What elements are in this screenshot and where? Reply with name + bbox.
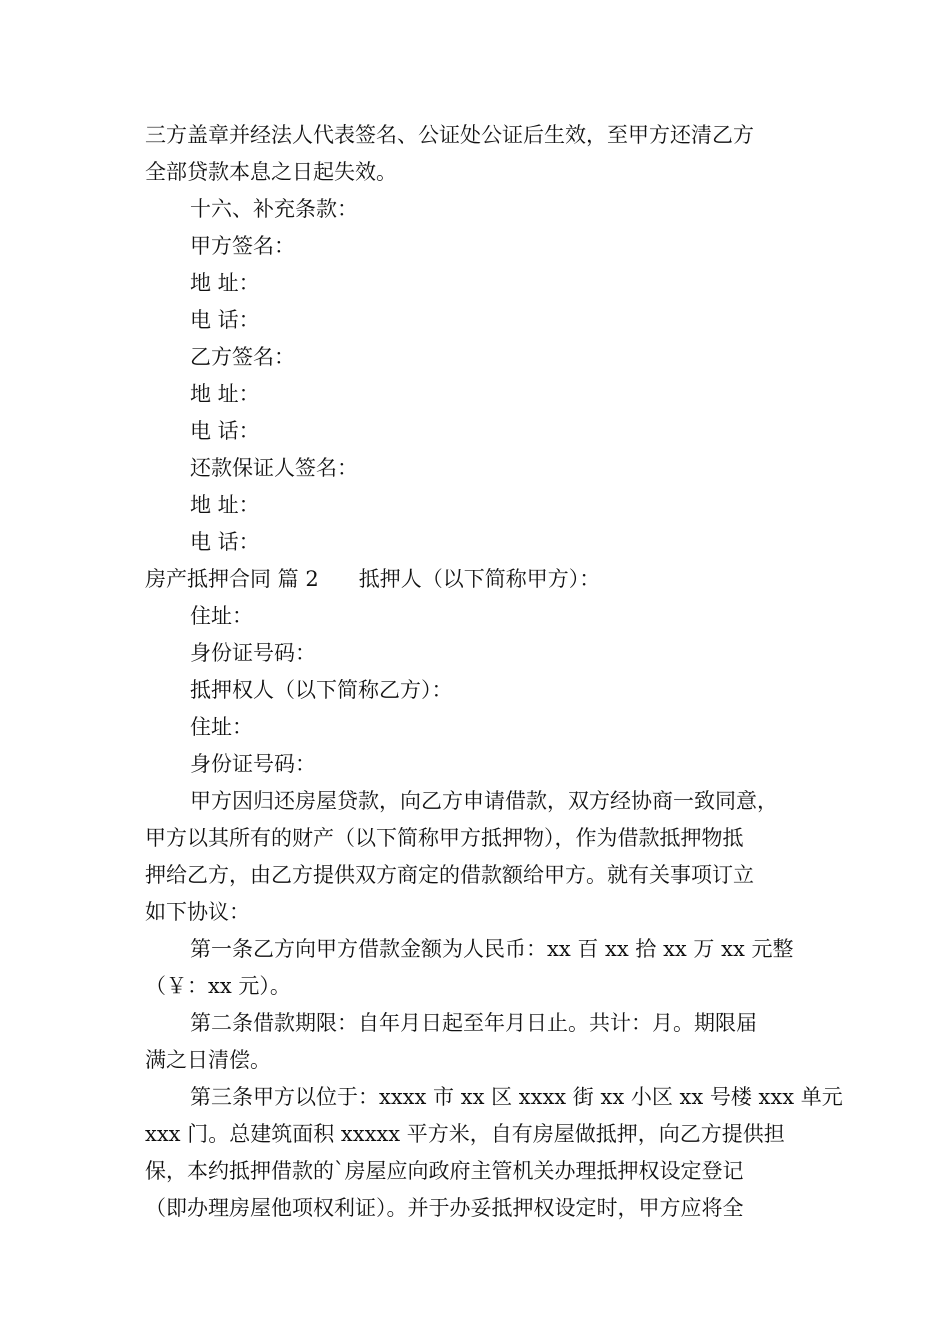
document-line: 地 址：	[190, 493, 260, 517]
document-line: 身份证号码：	[190, 641, 316, 665]
document-line: 甲方签名：	[190, 234, 295, 258]
contract-body-block	[145, 598, 843, 1227]
contract-clause-block	[145, 117, 810, 561]
document-line: 电 话：	[190, 530, 260, 554]
document-line: 电 话：	[190, 308, 260, 332]
contract-title: 房产抵押合同 篇 2	[145, 567, 319, 591]
document-line: 抵押权人（以下简称乙方）：	[190, 678, 453, 702]
document-line: 第二条借款期限：自年月日起至年月日止。共计：月。期限届	[190, 1011, 757, 1035]
document-line: 地 址：	[190, 271, 260, 295]
document-line: 还款保证人签名：	[190, 456, 358, 480]
document-page	[145, 117, 843, 1227]
document-line: 甲方以其所有的财产（以下简称甲方抵押物），作为借款抵押物抵	[145, 826, 744, 850]
document-line: 押给乙方，由乙方提供双方商定的借款额给甲方。就有关事项订立	[145, 863, 754, 887]
document-line: 第三条甲方以位于：xxxx 市 xx 区 xxxx 街 xx 小区 xx 号楼 xxx 单元	[190, 1085, 843, 1109]
document-line: 身份证号码：	[190, 752, 316, 776]
document-line: 十六、补充条款：	[190, 197, 358, 221]
document-line: 地 址：	[190, 382, 260, 406]
document-line: （即办理房屋他项权利证）。并于办妥抵押权设定时，甲方应将全	[145, 1196, 744, 1220]
document-line: 住址：	[190, 715, 253, 739]
document-line: 甲方因归还房屋贷款，向乙方申请借款，双方经协商一致同意，	[190, 789, 778, 813]
document-line: 保，本约抵押借款的`房屋应向政府主管机关办理抵押权设定登记	[145, 1159, 744, 1183]
mortgagor-label: 抵押人（以下简称甲方）：	[358, 567, 601, 591]
document-line: 满之日清偿。	[145, 1048, 271, 1072]
document-line: 电 话：	[190, 419, 260, 443]
document-line: 如下协议：	[145, 900, 250, 924]
document-line: 全部贷款本息之日起失效。	[145, 160, 397, 184]
document-line: 住址：	[190, 604, 253, 628]
document-line: 三方盖章并经法人代表签名、公证处公证后生效，至甲方还清乙方	[145, 123, 754, 147]
document-line: xxx 门。总建筑面积 xxxxx 平方米，自有房屋做抵押，向乙方提供担	[145, 1122, 785, 1146]
contract-heading-line	[145, 561, 810, 598]
document-line: 乙方签名：	[190, 345, 295, 369]
document-line: （￥：xx 元）。	[145, 974, 291, 998]
document-line: 第一条乙方向甲方借款金额为人民币：xx 百 xx 拾 xx 万 xx 元整	[190, 937, 794, 961]
